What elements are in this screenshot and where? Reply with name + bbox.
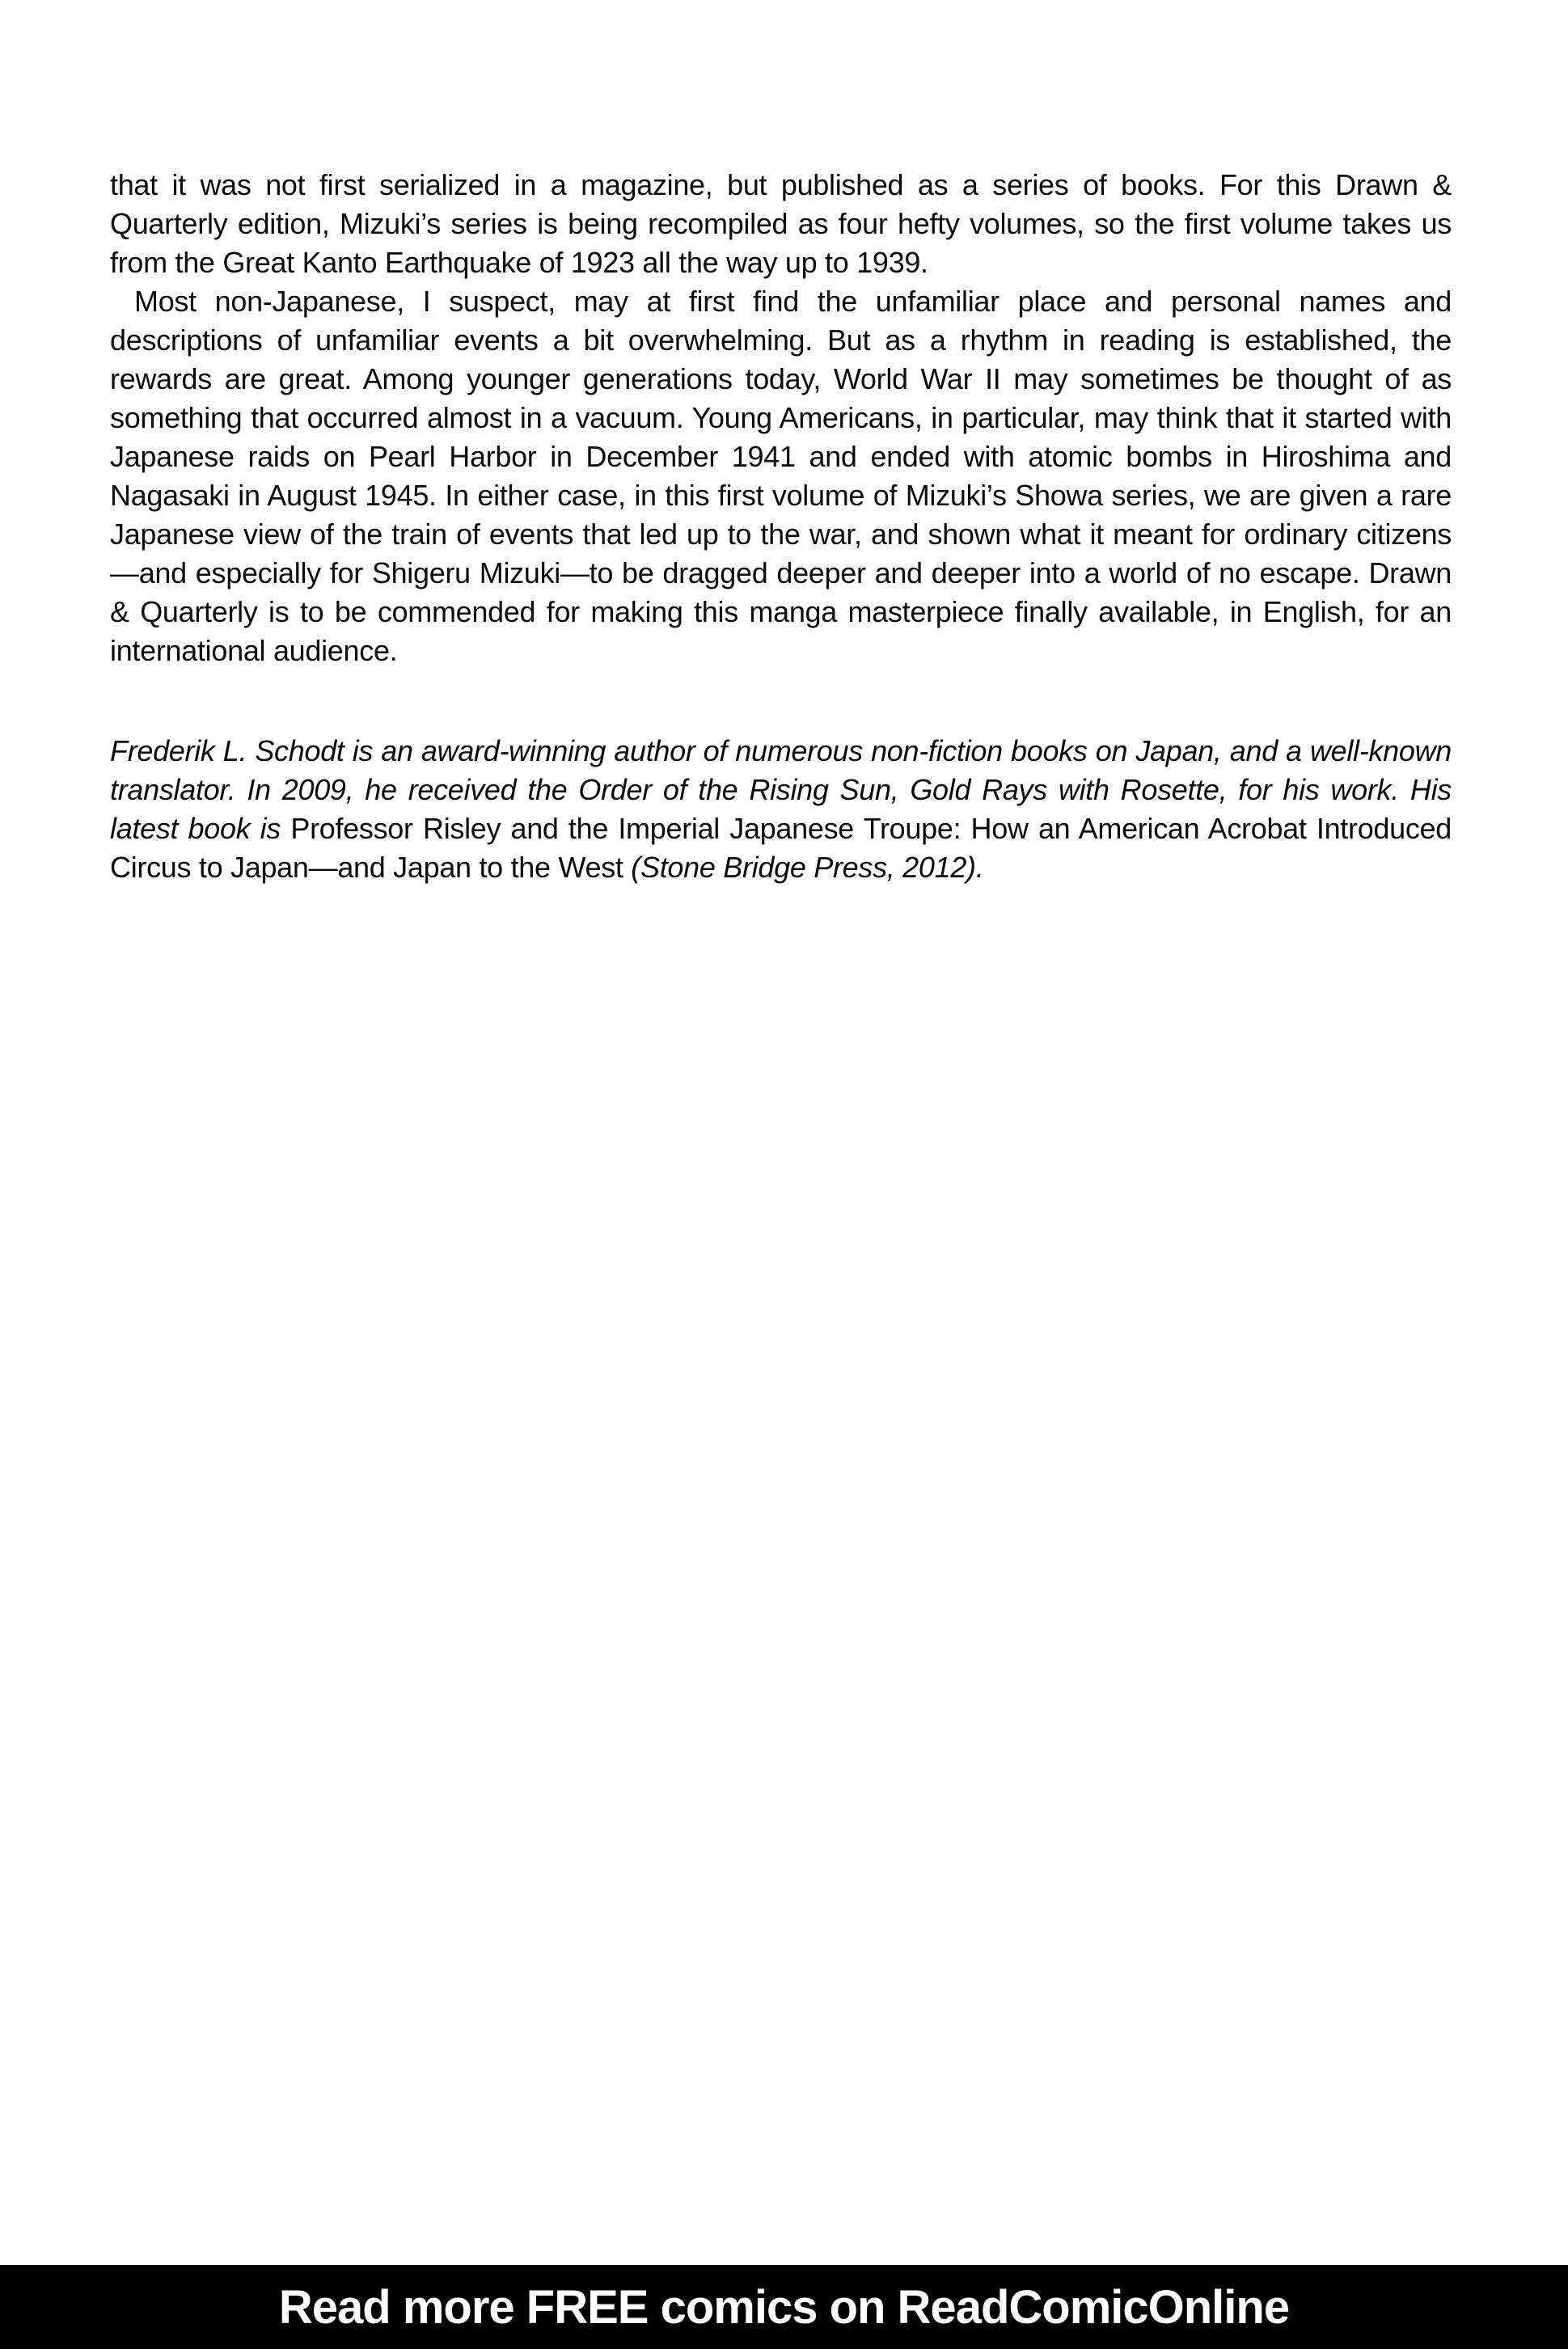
- author-bio-lead: Frederik L. Schodt is an award-winning author of numerous non-fiction books on Japan, and a well-known translator. In 2009, he received the Order of the Rising Sun, Gold Rays with Rosette, for his work. His latest book is: [110, 734, 1452, 845]
- afterword-paragraph-1: that it was not first serialized in a magazine, but published as a series of books. For this Drawn & Quarterly edition, Mizuki’s series is being recompiled as four hefty volumes, so the first volume takes us from the Great Kanto Earthquake of 1923 all the way up to 1939.: [110, 168, 1452, 279]
- afterword-text-block: [110, 166, 1452, 887]
- author-bio-publisher: (Stone Bridge Press, 2012).: [623, 851, 984, 884]
- author-bio: [110, 732, 1452, 887]
- author-bio-book-title: Professor Risley and the Imperial Japanese Troupe: How an American Acrobat Introduced Circus to Japan—and Japan to the West: [110, 812, 1452, 884]
- readcomiconline-promo-label: Read more FREE comics on ReadComicOnline: [278, 2280, 1290, 2334]
- readcomiconline-promo-banner[interactable]: [0, 2265, 1568, 2349]
- afterword-paragraph-2: Most non-Japanese, I suspect, may at first find the unfamiliar place and personal names and descriptions of unfamiliar events a bit overwhelming. But as a rhythm in reading is established, the rewards are great. Among younger generations today, World War II may sometimes be thought of as something that occurred almost in a vacuum. Young Americans, in particular, may think that it started with Japanese raids on Pearl Harbor in December 1941 and ended with atomic bombs in Hiroshima and Nagasaki in August 1945. In either case, in this first volume of Mizuki’s Showa series, we are given a rare Japanese view of the train of events that led up to the war, and shown what it meant for ordinary citizens—and especially for Shigeru Mizuki—to be dragged deeper and deeper into a world of no escape. Drawn & Quarterly is to be commended for making this manga masterpiece finally available, in English, for an international audience.: [110, 285, 1452, 667]
